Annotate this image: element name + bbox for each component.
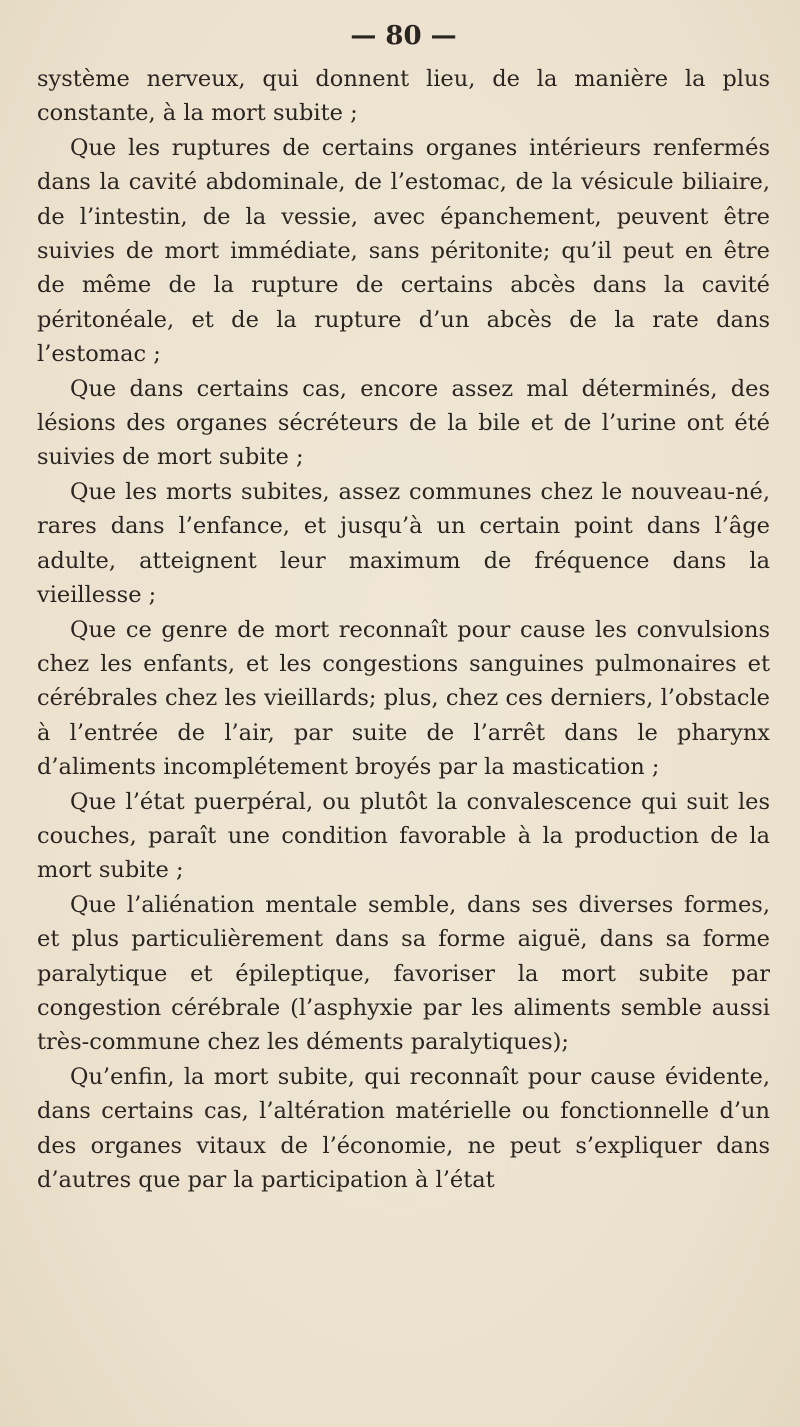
paragraph-puerperal: Que l’état puerpéral, ou plutôt la convalescence qui suit les couches, paraît une condition favorable à la production de la mort subite ;: [37, 788, 770, 884]
paragraph-alienation: Que l’aliénation mentale semble, dans ses diverses formes, et plus particulièrement dans sa forme aiguë, dans sa forme paralytique et épileptique, favoriser la mort subite par congestion cérébrale (l’asphyxie par les aliments semble aussi très-commune chez les déments paralytiques);: [37, 891, 770, 1056]
paragraph-lesions: Que dans certains cas, encore assez mal déterminés, des lésions des organes sécréteurs de la bile et de l’urine ont été suivies de mort subite ;: [37, 375, 770, 471]
body-text: [37, 62, 770, 1197]
paragraph-ages: Que les morts subites, assez communes chez le nouveau-né, rares dans l’enfance, et jusqu’à un certain point dans l’âge adulte, atteignent leur maximum de fréquence dans la vieillesse ;: [37, 478, 770, 609]
paragraph-convulsions: Que ce genre de mort reconnaît pour cause les convulsions chez les enfants, et les congestions sanguines pulmonaires et cérébrales chez les vieillards; plus, chez ces derniers, l’obstacle à l’entrée de l’air, par suite de l’arrêt dans le pharynx d’aliments incomplétement broyés par la mastication ;: [37, 616, 770, 781]
paragraph-ruptures: Que les ruptures de certains organes intérieurs renfermés dans la cavité abdominale, de l’estomac, de la vésicule biliaire, de l’intestin, de la vessie, avec épanchement, peuvent être suivies de mort immédiate, sans péritonite; qu’il peut en être de même de la rupture de certains abcès dans la cavité péritonéale, et de la rupture d’un abcès de la rate dans l’estomac ;: [37, 134, 770, 368]
paragraph-continuation: système nerveux, qui donnent lieu, de la manière la plus constante, à la mort subite ;: [37, 66, 770, 127]
page-number: — 80 —: [350, 21, 457, 51]
paragraph-enfin: Qu’enfin, la mort subite, qui reconnaît pour cause évidente, dans certains cas, l’altération matérielle ou fonctionnelle d’un des organes vitaux de l’économie, ne peut s’expliquer dans d’autres que par la participation à l’état: [37, 1063, 770, 1193]
